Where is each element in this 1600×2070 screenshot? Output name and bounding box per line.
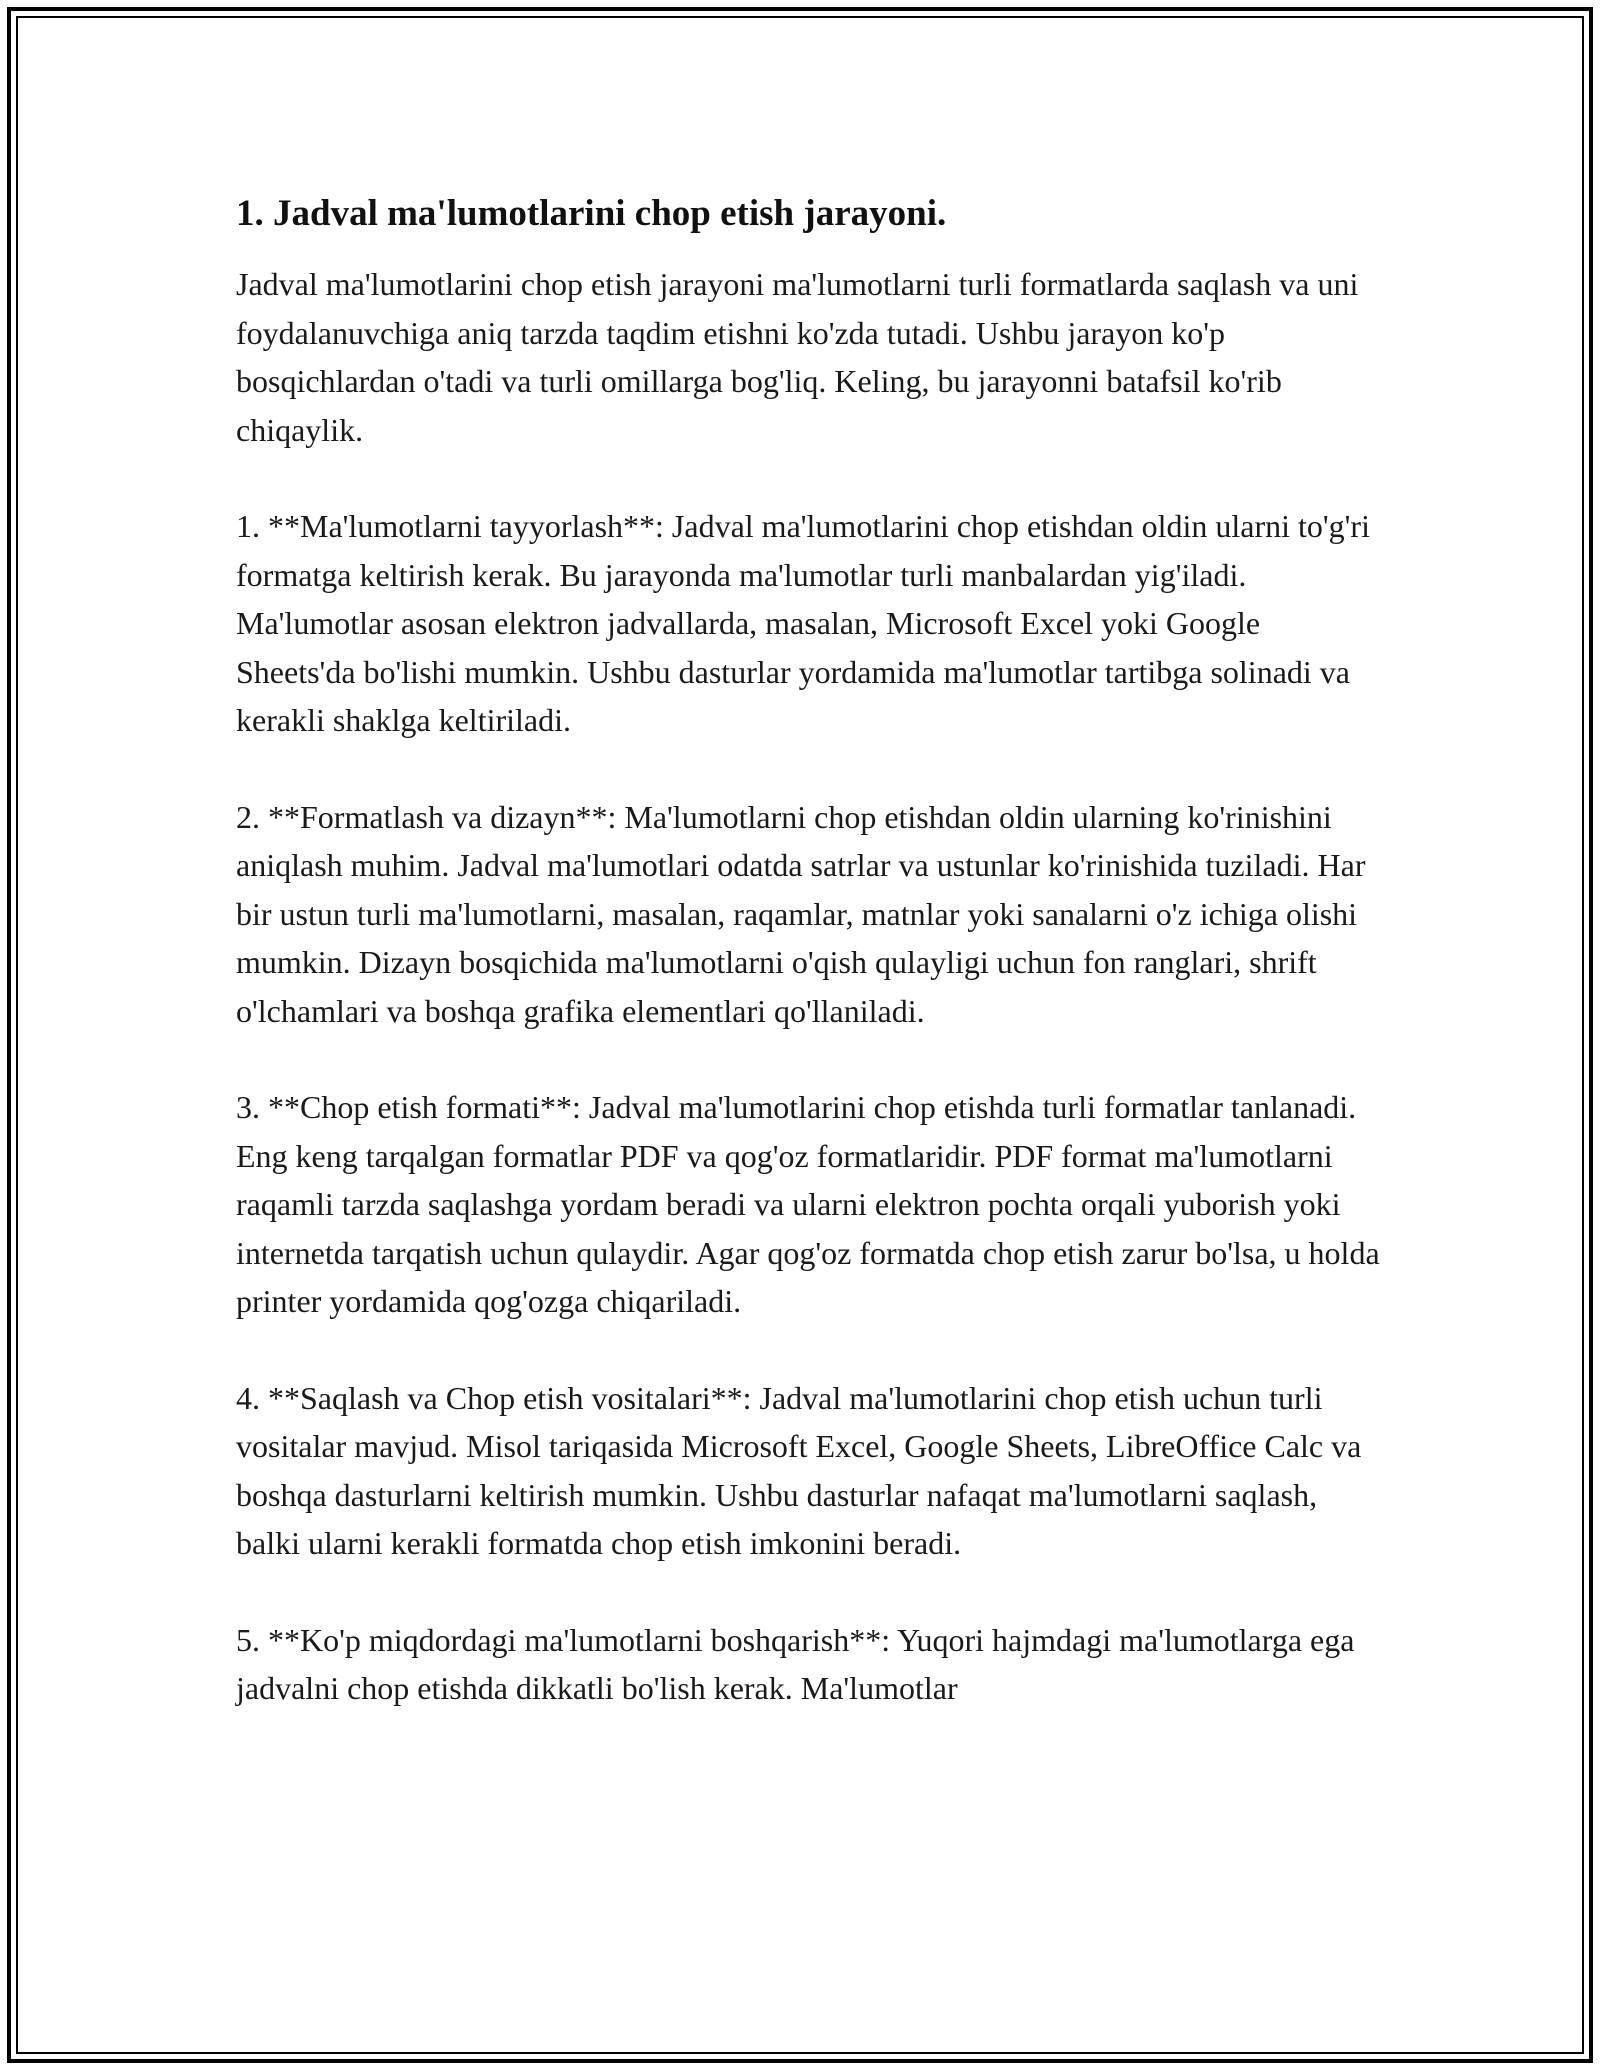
section-heading: 1. Jadval ma'lumotlarini chop etish jarayoni. bbox=[236, 193, 947, 234]
paragraph-item-1: 1. **Ma'lumotlarni tayyorlash**: Jadval ma'lumotlarini chop etishdan oldin ularni to'g'ri formatga keltirish kerak. Bu jarayonda ma'lumotlar turli manbalardan yig'iladi. Ma'lumotlar asosan elektron jadvallarda, masalan, Microsoft Excel yoki Google Sheets'da bo'lishi mumkin. Ushbu dasturlar yordamida ma'lumotlar tartibga solinadi va kerakli shaklga keltiriladi. bbox=[236, 508, 1370, 738]
paragraph-item-4: 4. **Saqlash va Chop etish vositalari**: Jadval ma'lumotlarini chop etish uchun turli vositalar mavjud. Misol tariqasida Microsoft Excel, Google Sheets, LibreOffice Calc va boshqa dasturlarni keltirish mumkin. Ushbu dasturlar nafaqat ma'lumotlarni saqlash, balki ularni kerakli formatda chop etish imkonini beradi. bbox=[236, 1379, 1362, 1561]
document-body bbox=[236, 190, 1386, 1713]
paragraph-intro: Jadval ma'lumotlarini chop etish jarayoni ma'lumotlarni turli formatlarda saqlash va uni foydalanuvchiga aniq tarzda taqdim etishni ko'zda tutadi. Ushbu jarayon ko'p bosqichlardan o'tadi va turli omillarga bog'liq. Keling, bu jarayonni batafsil ko'rib chiqaylik. bbox=[236, 266, 1359, 448]
paragraph-item-5: 5. **Ko'p miqdordagi ma'lumotlarni boshqarish**: Yuqori hajmdagi ma'lumotlarga ega jadvalni chop etishda dikkatli bo'lish kerak. Ma'lumotlar bbox=[236, 1621, 1355, 1706]
paragraph-item-2: 2. **Formatlash va dizayn**: Ma'lumotlarni chop etishdan oldin ularning ko'rinishini aniqlash muhim. Jadval ma'lumotlari odatda satrlar va ustunlar ko'rinishida tuziladi. Har bir ustun turli ma'lumotlarni, masalan, raqamlar, matnlar yoki sanalarni o'z ichiga olishi mumkin. Dizayn bosqichida ma'lumotlarni o'qish qulayligi uchun fon ranglari, shrift o'lchamlari va boshqa grafika elementlari qo'llaniladi. bbox=[236, 798, 1366, 1029]
paragraph-item-3: 3. **Chop etish formati**: Jadval ma'lumotlarini chop etishda turli formatlar tanlanadi. Eng keng tarqalgan formatlar PDF va qog'oz formatlaridir. PDF format ma'lumotlarni raqamli tarzda saqlashga yordam beradi va ularni elektron pochta orqali yuborish yoki internetda tarqatish uchun qulaydir. Agar qog'oz formatda chop etish zarur bo'lsa, u holda printer yordamida qog'ozga chiqariladi. bbox=[236, 1089, 1380, 1319]
